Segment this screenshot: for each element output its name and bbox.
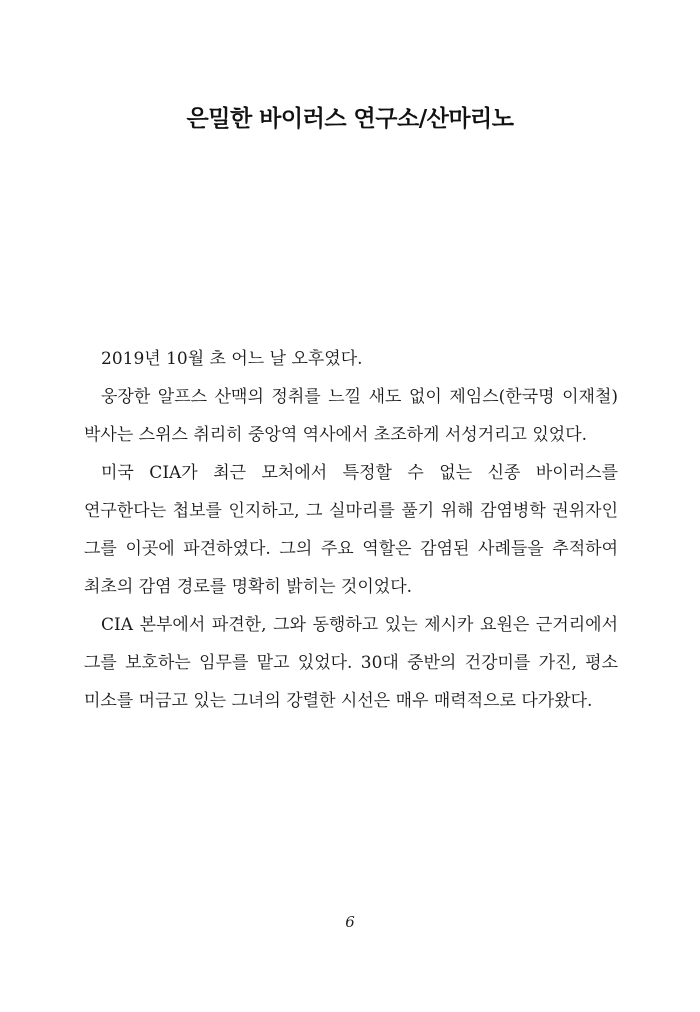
paragraph: 2019년 10월 초 어느 날 오후였다. — [101, 349, 363, 369]
paragraph: 웅장한 알프스 산맥의 정취를 느낄 새도 없이 제임스(한국명 이재철) 박사는 스위스 취리히 중앙역 역사에서 초조하게 서성거리고 있었다. — [84, 387, 618, 445]
body-text — [84, 340, 618, 720]
page-number: 6 — [345, 913, 355, 931]
paragraph: CIA 본부에서 파견한, 그와 동행하고 있는 제시카 요원은 근거리에서 그를 보호하는 임무를 맡고 있었다. 30대 중반의 건강미를 가진, 평소 미소를 머금고 있는 그녀의 강렬한 시선은 매우 매력적으로 다가왔다. — [84, 615, 618, 711]
chapter-title: 은밀한 바이러스 연구소/산마리노 — [186, 106, 514, 132]
paragraph: 미국 CIA가 최근 모처에서 특정할 수 없는 신종 바이러스를 연구한다는 첩보를 인지하고, 그 실마리를 풀기 위해 감염병학 권위자인 그를 이곳에 파견하였다. 그의 주요 역할은 감염된 사례들을 추적하여 최초의 감염 경로를 명확히 밝히는 것이었다. — [84, 463, 618, 597]
